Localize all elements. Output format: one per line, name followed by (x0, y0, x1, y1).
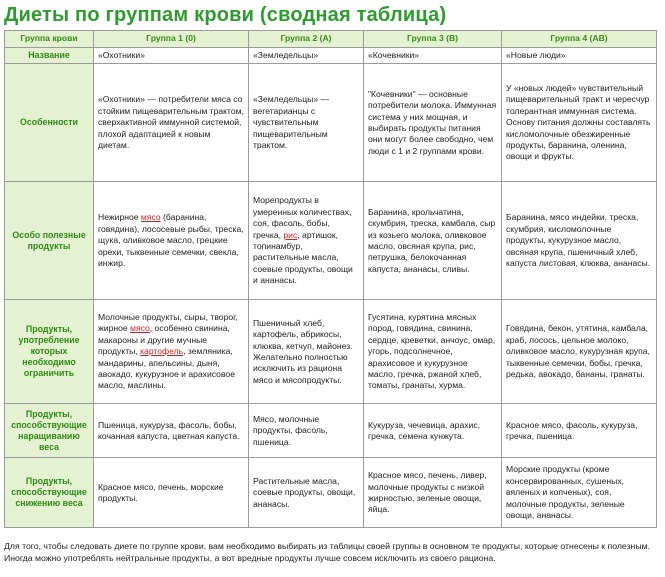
table-cell: Красное мясо, фасоль, кукуруза, гречка, пшеница. (502, 404, 657, 458)
row-label-useful: Особо полезные продукты (5, 182, 94, 300)
table-cell: Баранина, крольчатина, скумбрия, треска, камбала, сыр из козьего молока, оливковое масло, овсяная крупа, рис, петрушка, белокочанная капуста, ананасы, сливы. (364, 182, 502, 300)
table-cell: Красное мясо, печень, морские продукты. (94, 458, 249, 528)
table-cell: Молочные продукты, сыры, творог, жирное мясо, особенно свинина, макароны и другие мучные продукты, картофель, земляника, мандарины, апельсины, дыня, авокадо, кукурузное и арахисовое масло, маслины. (94, 300, 249, 404)
table-cell: Гусятина, курятина мясных пород, говядина, свинина, сердце, креветки, анчоус, омар, угорь, подсолнечное, арахисовое и кукурузное масло, гречка, ржаной хлеб, томаты, гранаты, хурма. (364, 300, 502, 404)
row-label-weight-loss: Продукты, способствующие снижению веса (5, 458, 94, 528)
table-cell: Морепродукты в умеренных количествах, соя, фасоль, бобы, гречка, рис, артишок, топинамбур, растительные масла, соевые продукты, овощи и ананасы. (249, 182, 364, 300)
highlighted-word: рис (283, 229, 298, 240)
table-row (5, 300, 657, 404)
table-cell: У «новых людей» чувствительный пищеварительный тракт и чересчур толерантная иммунная система. Основу питания должны составлять кисломолочные обезжиренные продукты, баранина, оленина, овощи и фрукты. (502, 64, 657, 182)
table-cell: Мясо, молочные продукты, фасоль, пшеница. (249, 404, 364, 458)
header-group-1: Группа 1 (0) (94, 31, 249, 48)
table-cell: Морские продукты (кроме консервированных, сушеных, вяленых и копченых), соя, молочные продукты, зеленые овощи, ананасы. (502, 458, 657, 528)
table-cell: Красное мясо, печень, ливер, молочные продукты с низкой жирностью, зеленые овощи, яйца. (364, 458, 502, 528)
table-cell: «Земледельцы» — вегетарианцы с чувствительным пищеварительным трактом. (249, 64, 364, 182)
table-cell: Баранина, мясо индейки, треска, скумбрия, кисломолочные продукты, кукурузное масло, овсяная крупа, пшеничный хлеб, капуста листовая, клюква, ананасы. (502, 182, 657, 300)
blood-type-diet-table (4, 30, 657, 528)
page-title: Диеты по группам крови (сводная таблица) (4, 4, 447, 26)
table-row (5, 48, 657, 64)
table-row (5, 404, 657, 458)
row-label-features: Особенности (5, 64, 94, 182)
header-blood-group: Группа крови (5, 31, 94, 48)
table-row (5, 458, 657, 528)
table-cell: «Охотники» (94, 48, 249, 64)
table-cell: «Новые люди» (502, 48, 657, 64)
header-group-2: Группа 2 (А) (249, 31, 364, 48)
header-group-3: Группа 3 (В) (364, 31, 502, 48)
row-label-name: Название (5, 48, 94, 64)
table-row (5, 64, 657, 182)
table-cell: "Кочевники" — основные потребители молока. Иммунная система у них мощная, и выбирать продукты питания они могут более свободно, чем люди с 1 и 2 группами крови. (364, 64, 502, 182)
row-label-weight-gain: Продукты, способствующие наращиванию веса (5, 404, 94, 458)
table-cell: Нежирное мясо (баранина, говядина), лососевые рыбы, треска, щука, оливковое масло, грецкие орехи, тыквенные семечки, свекла, инжир. (94, 182, 249, 300)
row-label-limit: Продукты, употребление которых необходимо ограничить (5, 300, 94, 404)
table-cell: «Кочевники» (364, 48, 502, 64)
table-cell: Кукуруза, чечевица, арахис, гречка, семена кунжута. (364, 404, 502, 458)
table-cell: «Земледельцы» (249, 48, 364, 64)
table-cell: «Охотники» — потребители мяса со стойким пищеварительным трактом, сверхактивной иммунной системой, плохой адаптацией к новым диетам. (94, 64, 249, 182)
table-header-row (5, 31, 657, 48)
table-cell: Говядина, бекон, утятина, камбала, краб, лосось, цельное молоко, оливковое масло, кукурузная крупа, тыквенные семечки, бобы, гречка, редька, авокадо, бананы, гранаты. (502, 300, 657, 404)
table-row (5, 182, 657, 300)
table-cell: Пшеничный хлеб, картофель, абрикосы, клюква, кетчуп, майонез. Желательно полностью исключить из рациона мясо и мясопродукты. (249, 300, 364, 404)
table-cell: Пшеница, кукуруза, фасоль, бобы, кочанная капуста, цветная капуста. (94, 404, 249, 458)
header-group-4: Группа 4 (АВ) (502, 31, 657, 48)
table-cell: Растительные масла, соевые продукты, овощи, ананасы. (249, 458, 364, 528)
highlighted-word: мясо (130, 323, 150, 334)
highlighted-word: мясо (140, 212, 161, 223)
footer-note: Для того, чтобы следовать диете по группе крови, вам необходимо выбирать из таблицы своей группы в основном те продукты, которые отнесены к полезным. Иногда можно употреблять нейтральные продукты, а вот вредные продукты лучше совсем исключить из своего рациона. (4, 541, 650, 563)
highlighted-word: картофель (140, 346, 184, 357)
